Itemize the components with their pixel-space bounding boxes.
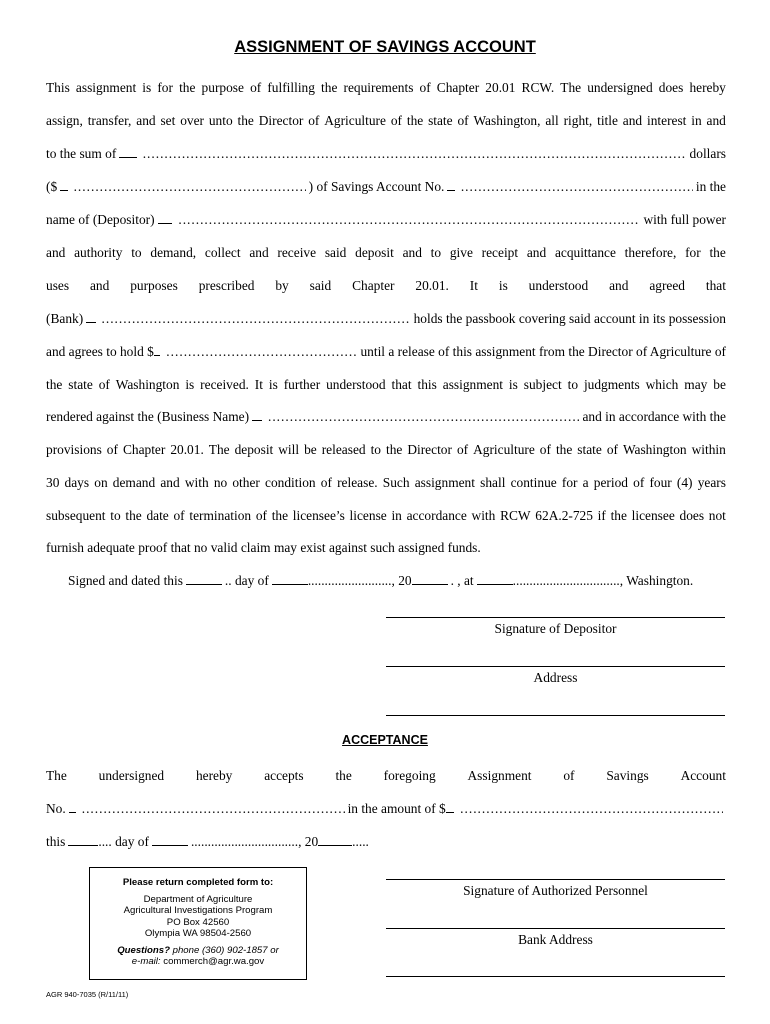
body-line-12: [46, 442, 726, 458]
body-line-3: to the sum of ..... dollars: [46, 146, 726, 162]
word: unto: [208, 113, 233, 128]
word: may: [684, 377, 708, 392]
sum-field[interactable]: [119, 146, 136, 158]
body-line-13: [46, 475, 726, 491]
word: and: [706, 113, 726, 128]
word: It: [254, 377, 263, 392]
acceptance-line-3: this .... day of ................................, 20 .....: [46, 834, 369, 849]
word: transfer,: [87, 113, 132, 128]
word: purpose: [201, 80, 244, 95]
word: RCW: [500, 508, 531, 523]
word: agreed: [649, 278, 685, 293]
address-line[interactable]: [386, 666, 725, 667]
word: deposit: [234, 442, 274, 457]
body-line-10: [46, 377, 726, 393]
word: assign,: [46, 113, 83, 128]
word: does: [658, 80, 684, 95]
word: termination: [189, 508, 252, 523]
acceptance-number-field[interactable]: [69, 801, 76, 813]
word: the: [385, 442, 403, 457]
extra-address-line[interactable]: [386, 715, 725, 716]
word: (4): [676, 475, 693, 490]
word: understood: [528, 278, 589, 293]
return-email-row: e-mail: commerch@agr.wa.gov: [131, 956, 265, 967]
depositor-signature-line[interactable]: [386, 617, 725, 618]
word: condition: [265, 475, 316, 490]
word: of: [539, 442, 551, 457]
word: of: [606, 442, 618, 457]
body-line-4: ($ ..... ) of Savings Account No. ..... in the: [46, 179, 726, 195]
word: does: [679, 508, 705, 523]
word: is: [185, 377, 195, 392]
word: and: [622, 113, 643, 128]
word: state: [428, 113, 453, 128]
word: fulfilling: [267, 80, 315, 95]
word: of: [320, 475, 332, 490]
word: is: [142, 80, 152, 95]
word: of: [456, 442, 469, 457]
word: and: [89, 278, 110, 293]
word: title: [597, 113, 618, 128]
word: for: [561, 475, 578, 490]
body-line-6: [46, 245, 726, 261]
body-line-5: name of (Depositor) ..... with full power: [46, 212, 726, 228]
word: with: [471, 508, 496, 523]
word: give: [449, 245, 473, 260]
word: Director: [258, 113, 304, 128]
word: 20.01.: [415, 278, 449, 293]
word: to: [131, 245, 142, 260]
word: the: [709, 245, 726, 260]
word: and: [160, 475, 180, 490]
signed-day-field[interactable]: [186, 573, 222, 585]
word: acquittance: [554, 245, 616, 260]
word: all: [545, 113, 559, 128]
word: assignment: [414, 475, 475, 490]
word: further: [283, 377, 321, 392]
signed-dated-line: Signed and dated this .. day of ........................., 20 . , at ................................, Washington.: [68, 573, 694, 588]
word: provisions: [46, 442, 102, 457]
word: assignment: [75, 80, 137, 95]
word: no: [213, 475, 228, 490]
word: to: [110, 508, 121, 523]
word: hereby: [195, 768, 233, 783]
word: Agriculture: [473, 442, 535, 457]
word: Director: [407, 442, 452, 457]
word: to: [370, 442, 381, 457]
word: date: [146, 508, 169, 523]
word: that: [705, 278, 726, 293]
word: within: [691, 442, 726, 457]
word: the: [46, 377, 63, 392]
word: purposes: [130, 278, 178, 293]
body-line-14: [46, 508, 726, 524]
word: interest: [646, 113, 687, 128]
word: the: [271, 508, 289, 523]
body-line-15: furnish adequate proof that no valid claim may exist against such assigned funds.: [46, 540, 481, 555]
word: and: [249, 245, 269, 260]
signed-year-field[interactable]: [412, 573, 448, 585]
word: is: [498, 278, 508, 293]
word: Agriculture: [324, 113, 386, 128]
word: for: [157, 80, 173, 95]
acceptance-amount-field[interactable]: [446, 801, 454, 813]
word: the: [406, 113, 424, 128]
word: The: [560, 80, 582, 95]
word: Such: [382, 475, 410, 490]
depositor-signature-label: Signature of Depositor: [494, 621, 617, 636]
acceptance-line-1: [46, 768, 726, 784]
word: state: [577, 442, 602, 457]
word: undersigned: [98, 768, 165, 783]
word: of: [106, 442, 118, 457]
word: collect: [204, 245, 241, 260]
word: which: [645, 377, 679, 392]
word: the: [335, 768, 352, 783]
word: 20.01: [485, 80, 516, 95]
return-org-2: Agricultural Investigations Program: [123, 905, 273, 916]
acceptance-line-2: No. ..... in the amount of $ .....: [46, 801, 726, 817]
word: and: [136, 113, 156, 128]
acceptance-year-field[interactable]: [318, 834, 352, 846]
word: Chapter: [352, 278, 395, 293]
word: over: [180, 113, 204, 128]
signed-month-field[interactable]: [272, 573, 308, 585]
word: the: [555, 442, 573, 457]
word: of: [98, 377, 110, 392]
word: Account: [680, 768, 726, 783]
word: of: [419, 80, 431, 95]
bank-name-field[interactable]: [86, 311, 95, 323]
word: and: [609, 278, 629, 293]
word: judgments: [583, 377, 640, 392]
word: the: [610, 508, 627, 523]
savings-account-number-field[interactable]: [447, 179, 454, 191]
return-email-link[interactable]: commerch@agr.wa.gov: [163, 956, 265, 967]
word: demand,: [150, 245, 197, 260]
word: days: [64, 475, 90, 490]
acceptance-day-field[interactable]: [68, 834, 98, 846]
word: the: [321, 80, 338, 95]
word: of: [457, 113, 469, 128]
word: understood: [326, 377, 386, 392]
word: authority: [74, 245, 123, 260]
word: and: [46, 245, 66, 260]
body-line-11: rendered against the (Business Name) ..... and in accordance with the: [46, 409, 726, 425]
word: therefore,: [624, 245, 677, 260]
word: undersigned: [587, 80, 653, 95]
word: subject: [523, 377, 562, 392]
body-line-2: [46, 113, 726, 129]
word: to: [430, 245, 442, 260]
word: is: [508, 377, 518, 392]
word: Washington,: [473, 113, 541, 128]
word: receipt: [481, 245, 519, 260]
word: said: [324, 245, 347, 260]
word: Chapter: [436, 80, 480, 95]
word: period: [593, 475, 628, 490]
word: uses: [46, 278, 70, 293]
word: with: [184, 475, 209, 490]
word: the: [125, 508, 142, 523]
word: of: [250, 80, 262, 95]
word: the: [237, 113, 254, 128]
word: continue: [510, 475, 557, 490]
word: years: [697, 475, 726, 490]
word: license: [349, 508, 387, 523]
word: subsequent: [46, 508, 106, 523]
body-line-7: [46, 278, 726, 294]
return-address-box: [89, 867, 307, 980]
dollar-amount-field[interactable]: [60, 179, 67, 191]
body-line-8: (Bank) ..... holds the passbook covering said account in its possession: [46, 311, 726, 327]
word: released: [321, 442, 366, 457]
acceptance-month-field[interactable]: [152, 834, 188, 846]
word: demand: [112, 475, 156, 490]
word: and: [526, 245, 547, 260]
word: Assignment: [467, 768, 532, 783]
word: a: [582, 475, 589, 490]
word: It: [469, 278, 478, 293]
word: other: [232, 475, 260, 490]
word: the: [179, 80, 196, 95]
word: This: [46, 80, 70, 95]
authorized-signature-label: Signature of Authorized Personnel: [463, 883, 648, 898]
word: of: [173, 508, 185, 523]
word: requirements: [343, 80, 414, 95]
word: will: [278, 442, 300, 457]
word: and: [402, 245, 422, 260]
word: licensee: [631, 508, 675, 523]
word: assignment: [442, 377, 504, 392]
extra-bank-address-line[interactable]: [386, 976, 725, 977]
word: be: [713, 377, 726, 392]
word: receive: [277, 245, 317, 260]
business-name-field[interactable]: [252, 409, 262, 421]
word: said: [309, 278, 332, 293]
bank-address-label: Bank Address: [518, 932, 593, 947]
word: four: [649, 475, 672, 490]
word: RCW.: [521, 80, 555, 95]
authorized-signature-line[interactable]: [386, 879, 725, 880]
form-title: ASSIGNMENT OF SAVINGS ACCOUNT: [234, 38, 536, 56]
word: 20.01.: [170, 442, 204, 457]
word: to: [567, 377, 579, 392]
word: by: [275, 278, 289, 293]
word: received.: [200, 377, 249, 392]
word: if: [597, 508, 606, 523]
word: this: [417, 377, 437, 392]
word: for: [685, 245, 701, 260]
word: is: [268, 377, 278, 392]
word: accordance: [406, 508, 467, 523]
word: foregoing: [383, 768, 436, 783]
word: shall: [480, 475, 506, 490]
return-heading: Please return completed form to:: [122, 877, 274, 888]
body-line-9: and agrees to hold $ ..... until a release of this assignment from the Director of Agriculture of: [46, 344, 726, 360]
word: deposit: [355, 245, 394, 260]
word: licensee’s: [292, 508, 345, 523]
word: set: [160, 113, 176, 128]
word: prescribed: [198, 278, 255, 293]
word: of: [633, 475, 645, 490]
word: of: [563, 768, 575, 783]
word: in: [691, 113, 702, 128]
word: accepts: [264, 768, 304, 783]
word: hereby: [689, 80, 726, 95]
acceptance-heading: ACCEPTANCE: [342, 733, 428, 747]
body-line-1: [46, 80, 726, 96]
word: be: [304, 442, 317, 457]
word: The: [46, 768, 67, 783]
address-label: Address: [533, 670, 578, 685]
word: 30: [46, 475, 60, 490]
word: Savings: [606, 768, 649, 783]
signed-city-field[interactable]: [477, 573, 513, 585]
form-number: AGR 940-7035 (R/11/11): [46, 990, 129, 999]
word: of: [308, 113, 320, 128]
depositor-name-field[interactable]: [158, 212, 173, 224]
word: of: [255, 508, 267, 523]
word: Chapter: [122, 442, 166, 457]
word: Washington: [622, 442, 687, 457]
word: right,: [563, 113, 593, 128]
word: release.: [337, 475, 378, 490]
word: The: [208, 442, 230, 457]
return-po-box: PO Box 42560: [166, 916, 230, 928]
word: not: [708, 508, 726, 523]
word: state: [68, 377, 93, 392]
return-org-1: Department of Agriculture: [143, 893, 253, 905]
return-questions: Questions? phone (360) 902-1857 or: [117, 944, 279, 956]
word: 62A.2-725: [535, 508, 593, 523]
word: in: [391, 508, 402, 523]
return-city: Olympia WA 98504-2560: [144, 928, 252, 939]
bank-address-line[interactable]: [386, 928, 725, 929]
word: that: [391, 377, 412, 392]
hold-amount-field[interactable]: [154, 344, 160, 356]
word: of: [390, 113, 402, 128]
word: Washington: [115, 377, 180, 392]
word: on: [94, 475, 108, 490]
